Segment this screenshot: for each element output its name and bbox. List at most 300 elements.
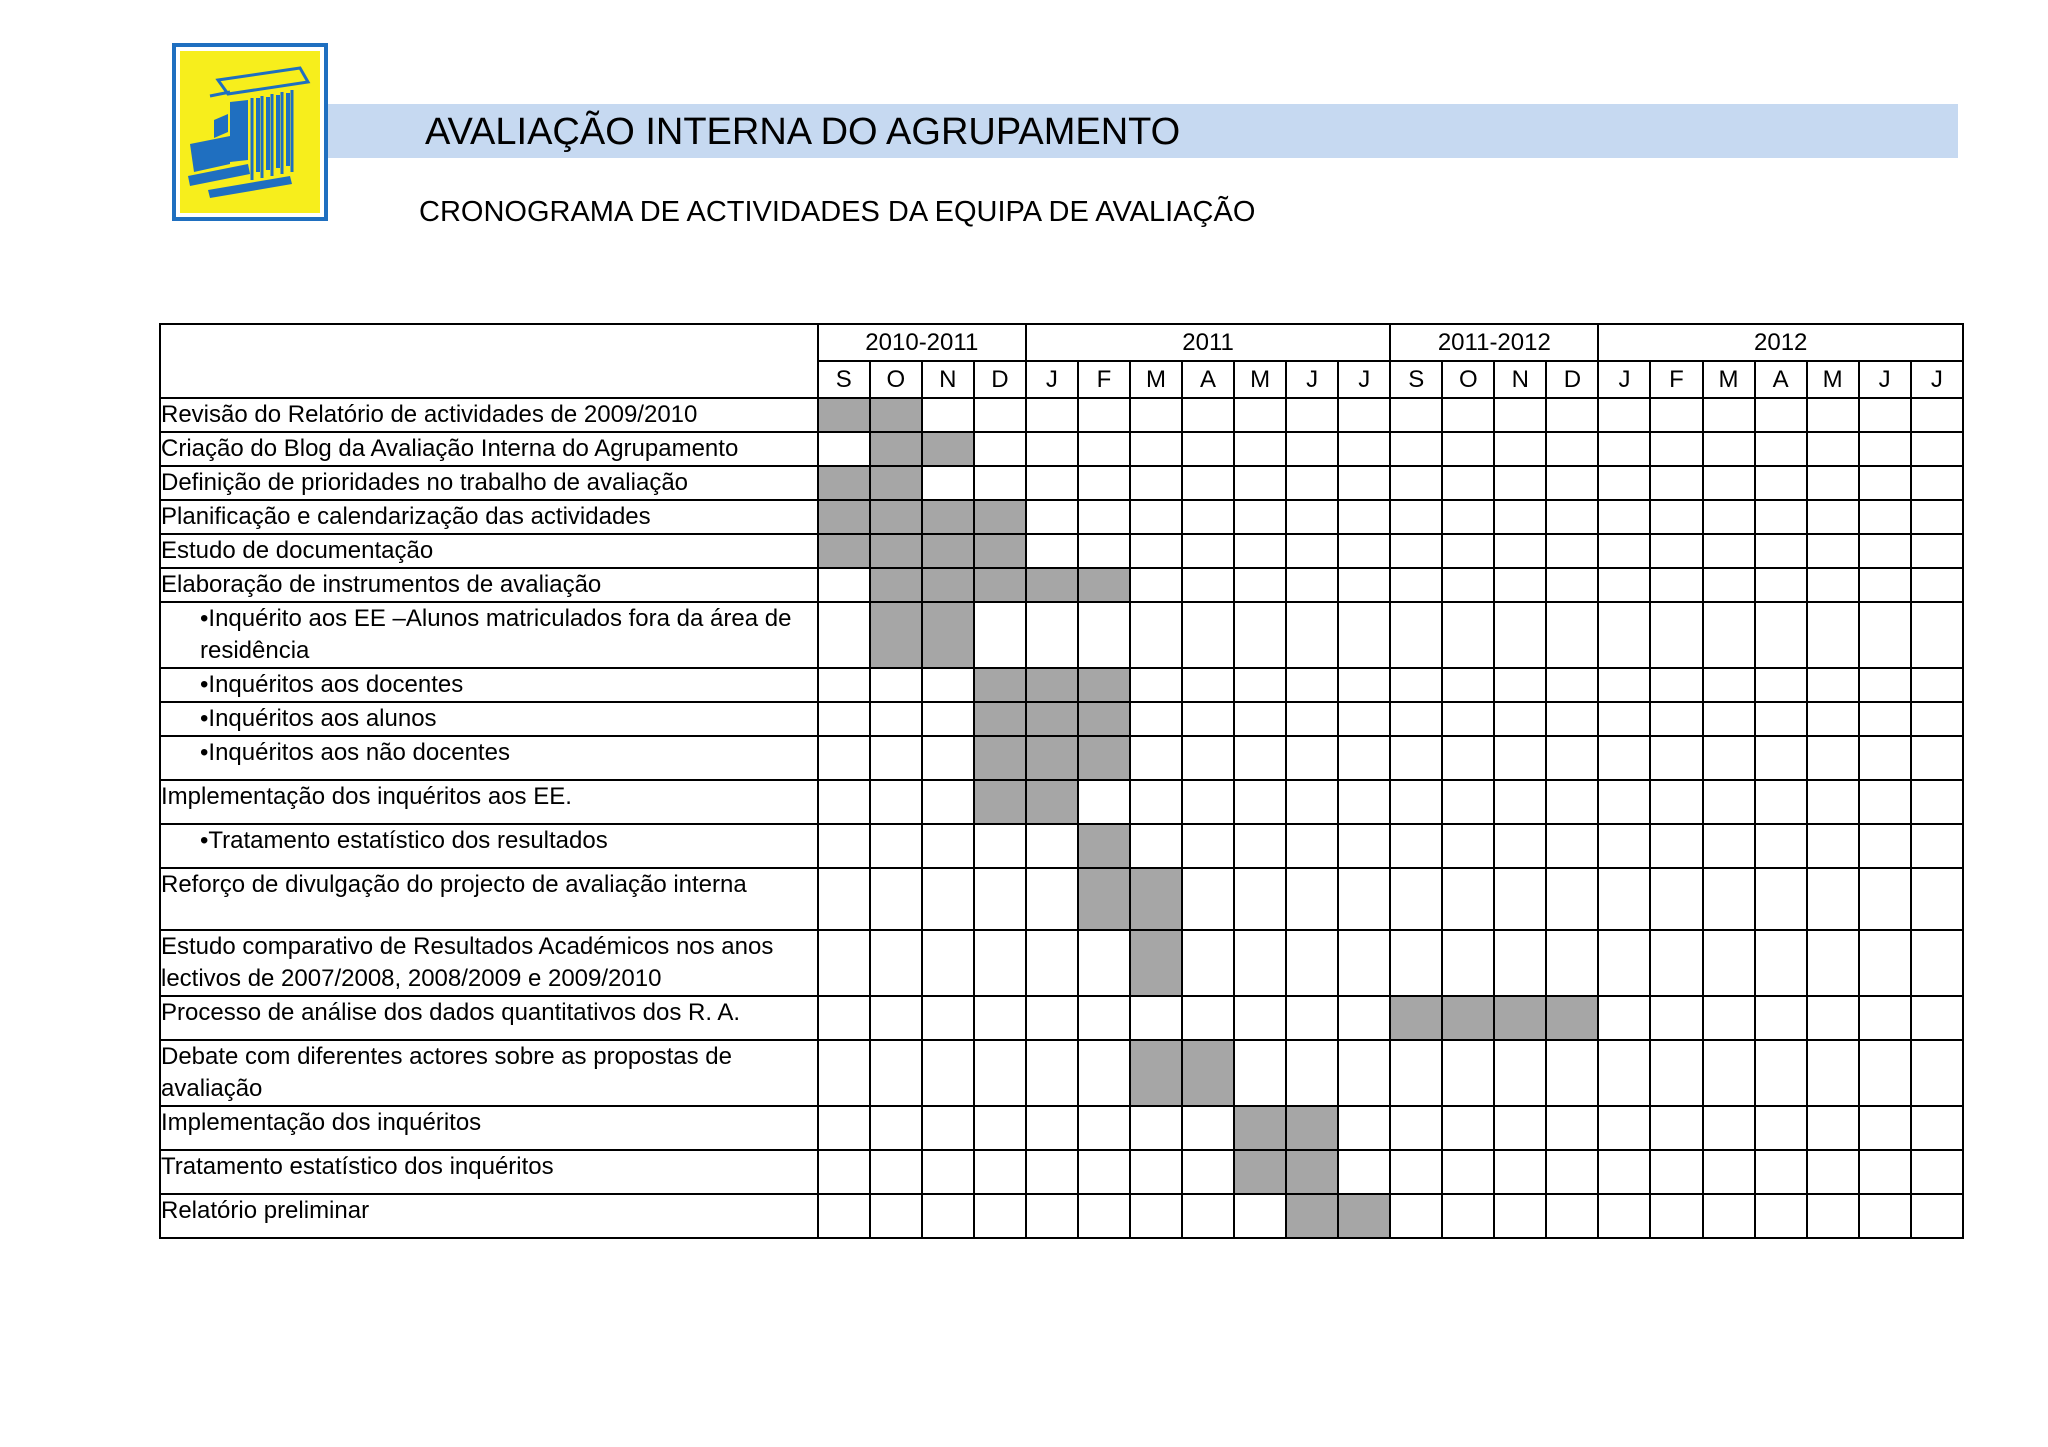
activity-label: Estudo de documentação <box>160 534 818 568</box>
school-logo <box>172 43 328 221</box>
schedule-cell-empty <box>922 868 974 930</box>
schedule-cell-empty <box>1390 702 1442 736</box>
schedule-cell-empty <box>870 1150 922 1194</box>
schedule-cell-empty <box>1494 668 1546 702</box>
schedule-cell-empty <box>1807 1194 1859 1238</box>
schedule-cell-empty <box>1390 736 1442 780</box>
schedule-cell-empty <box>1911 500 1963 534</box>
page-subtitle: CRONOGRAMA DE ACTIVIDADES DA EQUIPA DE AVALIAÇÃO <box>419 196 1256 228</box>
activity-row <box>160 996 1963 1040</box>
schedule-cell-empty <box>922 1194 974 1238</box>
schedule-cell-empty <box>1442 824 1494 868</box>
activity-label: Revisão do Relatório de actividades de 2009/2010 <box>160 398 818 432</box>
schedule-cell-empty <box>1807 930 1859 996</box>
month-header: D <box>974 361 1026 398</box>
schedule-cell-empty <box>1182 868 1234 930</box>
schedule-cell-empty <box>1703 930 1755 996</box>
schedule-cell-empty <box>1859 824 1911 868</box>
schedule-cell-empty <box>1911 1040 1963 1106</box>
schedule-cell-empty <box>1859 568 1911 602</box>
schedule-cell-empty <box>1494 398 1546 432</box>
month-header: J <box>1911 361 1963 398</box>
activity-row <box>160 568 1963 602</box>
schedule-cell-empty <box>1807 780 1859 824</box>
schedule-cell-empty <box>1807 668 1859 702</box>
schedule-cell-empty <box>922 824 974 868</box>
schedule-cell-empty <box>818 930 870 996</box>
schedule-cell-empty <box>1442 398 1494 432</box>
schedule-cell-filled <box>1286 1150 1338 1194</box>
schedule-cell-empty <box>870 1040 922 1106</box>
schedule-cell-empty <box>1078 996 1130 1040</box>
schedule-cell-empty <box>1911 702 1963 736</box>
schedule-cell-empty <box>1807 432 1859 466</box>
schedule-cell-filled <box>922 432 974 466</box>
building-drawing <box>180 51 320 213</box>
schedule-cell-empty <box>1130 568 1182 602</box>
schedule-cell-filled <box>922 568 974 602</box>
schedule-cell-empty <box>1026 1106 1078 1150</box>
schedule-cell-empty <box>1130 824 1182 868</box>
schedule-cell-empty <box>1598 398 1650 432</box>
schedule-cell-empty <box>870 824 922 868</box>
schedule-cell-empty <box>922 780 974 824</box>
schedule-cell-filled <box>922 602 974 668</box>
schedule-cell-empty <box>1442 1040 1494 1106</box>
month-header: M <box>1703 361 1755 398</box>
schedule-cell-empty <box>1546 1194 1598 1238</box>
schedule-cell-empty <box>1911 398 1963 432</box>
month-header: M <box>1130 361 1182 398</box>
schedule-cell-empty <box>1338 824 1390 868</box>
schedule-cell-empty <box>1546 534 1598 568</box>
schedule-cell-empty <box>1234 1194 1286 1238</box>
activity-label: •Tratamento estatístico dos resultados <box>160 824 818 868</box>
schedule-cell-empty <box>1338 668 1390 702</box>
schedule-cell-empty <box>1755 534 1807 568</box>
schedule-cell-empty <box>1859 930 1911 996</box>
month-header: D <box>1546 361 1598 398</box>
schedule-cell-empty <box>1182 1194 1234 1238</box>
activity-row <box>160 780 1963 824</box>
schedule-cell-empty <box>1442 868 1494 930</box>
schedule-cell-empty <box>1859 534 1911 568</box>
schedule-cell-empty <box>1130 702 1182 736</box>
schedule-cell-empty <box>1859 602 1911 668</box>
activity-label: Estudo comparativo de Resultados Académicos nos anos lectivos de 2007/2008, 2008/2009 e 2009/2010 <box>160 930 818 996</box>
month-header: J <box>1859 361 1911 398</box>
schedule-cell-empty <box>1182 534 1234 568</box>
schedule-cell-filled <box>870 534 922 568</box>
schedule-cell-empty <box>870 780 922 824</box>
schedule-cell-empty <box>1234 868 1286 930</box>
schedule-cell-empty <box>870 1194 922 1238</box>
schedule-cell-empty <box>1650 602 1702 668</box>
month-header: O <box>1442 361 1494 398</box>
schedule-cell-empty <box>1755 1106 1807 1150</box>
schedule-cell-empty <box>1338 568 1390 602</box>
activity-label: Processo de análise dos dados quantitativos dos R. A. <box>160 996 818 1040</box>
schedule-cell-empty <box>974 824 1026 868</box>
schedule-cell-empty <box>922 1106 974 1150</box>
activity-row <box>160 702 1963 736</box>
schedule-cell-empty <box>1755 668 1807 702</box>
schedule-cell-empty <box>1755 702 1807 736</box>
schedule-cell-empty <box>1807 602 1859 668</box>
schedule-cell-empty <box>1182 702 1234 736</box>
schedule-cell-empty <box>1703 736 1755 780</box>
activity-row <box>160 602 1963 668</box>
schedule-cell-empty <box>1442 568 1494 602</box>
schedule-cell-empty <box>1755 1040 1807 1106</box>
schedule-cell-empty <box>1598 1150 1650 1194</box>
schedule-cell-filled <box>1078 868 1130 930</box>
schedule-cell-empty <box>1338 780 1390 824</box>
schedule-cell-empty <box>922 398 974 432</box>
activity-row <box>160 398 1963 432</box>
schedule-cell-filled <box>974 736 1026 780</box>
schedule-cell-empty <box>1338 466 1390 500</box>
activity-row <box>160 868 1963 930</box>
activity-row <box>160 1040 1963 1106</box>
schedule-cell-empty <box>1338 398 1390 432</box>
schedule-cell-empty <box>1234 824 1286 868</box>
schedule-cell-empty <box>974 1150 1026 1194</box>
schedule-cell-empty <box>1755 780 1807 824</box>
period-header-row <box>160 324 1963 361</box>
schedule-cell-empty <box>1286 1040 1338 1106</box>
schedule-cell-empty <box>1546 868 1598 930</box>
schedule-cell-empty <box>1755 824 1807 868</box>
schedule-cell-filled <box>1078 568 1130 602</box>
month-header: N <box>922 361 974 398</box>
schedule-cell-empty <box>1390 398 1442 432</box>
schedule-cell-empty <box>1442 736 1494 780</box>
schedule-cell-empty <box>1807 1040 1859 1106</box>
schedule-cell-empty <box>1546 930 1598 996</box>
activity-label: Definição de prioridades no trabalho de avaliação <box>160 466 818 500</box>
schedule-cell-empty <box>870 996 922 1040</box>
schedule-cell-empty <box>1130 466 1182 500</box>
schedule-cell-empty <box>974 432 1026 466</box>
schedule-cell-empty <box>1442 780 1494 824</box>
schedule-cell-empty <box>1078 1194 1130 1238</box>
schedule-cell-empty <box>1078 1150 1130 1194</box>
schedule-cell-filled <box>1390 996 1442 1040</box>
schedule-cell-empty <box>1494 500 1546 534</box>
activity-row <box>160 534 1963 568</box>
schedule-cell-empty <box>922 996 974 1040</box>
schedule-cell-empty <box>1182 432 1234 466</box>
schedule-cell-filled <box>1234 1150 1286 1194</box>
schedule-cell-empty <box>1182 930 1234 996</box>
schedule-cell-empty <box>1338 1106 1390 1150</box>
schedule-cell-filled <box>818 466 870 500</box>
schedule-cell-empty <box>818 432 870 466</box>
schedule-cell-filled <box>974 780 1026 824</box>
schedule-cell-empty <box>1598 930 1650 996</box>
activity-label: Criação do Blog da Avaliação Interna do Agrupamento <box>160 432 818 466</box>
schedule-cell-empty <box>1234 736 1286 780</box>
schedule-cell-empty <box>1807 824 1859 868</box>
schedule-cell-empty <box>1755 930 1807 996</box>
schedule-cell-empty <box>1598 824 1650 868</box>
month-header: A <box>1755 361 1807 398</box>
activity-label: Relatório preliminar <box>160 1194 818 1238</box>
schedule-cell-empty <box>1703 500 1755 534</box>
schedule-cell-empty <box>1911 1150 1963 1194</box>
schedule-cell-empty <box>1390 500 1442 534</box>
schedule-cell-empty <box>1130 1106 1182 1150</box>
schedule-cell-empty <box>1182 466 1234 500</box>
schedule-cell-empty <box>1234 780 1286 824</box>
schedule-cell-empty <box>1078 1106 1130 1150</box>
schedule-cell-empty <box>974 602 1026 668</box>
schedule-cell-empty <box>1390 668 1442 702</box>
schedule-cell-empty <box>1286 780 1338 824</box>
schedule-cell-empty <box>1703 668 1755 702</box>
activity-row <box>160 824 1963 868</box>
schedule-cell-empty <box>1859 1040 1911 1106</box>
schedule-cell-empty <box>818 668 870 702</box>
schedule-cell-filled <box>870 398 922 432</box>
schedule-cell-empty <box>1234 702 1286 736</box>
schedule-cell-empty <box>922 466 974 500</box>
schedule-cell-filled <box>1442 996 1494 1040</box>
schedule-cell-empty <box>1234 500 1286 534</box>
schedule-cell-empty <box>1130 668 1182 702</box>
schedule-cell-empty <box>1598 466 1650 500</box>
schedule-cell-empty <box>1130 534 1182 568</box>
schedule-cell-empty <box>1807 534 1859 568</box>
schedule-cell-empty <box>1703 1106 1755 1150</box>
month-header: J <box>1026 361 1078 398</box>
schedule-cell-empty <box>1494 930 1546 996</box>
schedule-cell-empty <box>1494 466 1546 500</box>
schedule-cell-empty <box>1755 1150 1807 1194</box>
schedule-cell-empty <box>818 736 870 780</box>
activity-row <box>160 432 1963 466</box>
schedule-cell-empty <box>1130 1194 1182 1238</box>
schedule-cell-empty <box>1234 1040 1286 1106</box>
schedule-cell-empty <box>1755 466 1807 500</box>
schedule-cell-empty <box>1703 568 1755 602</box>
schedule-cell-empty <box>974 1106 1026 1150</box>
schedule-cell-empty <box>1807 398 1859 432</box>
schedule-cell-empty <box>1338 868 1390 930</box>
schedule-cell-empty <box>1755 602 1807 668</box>
schedule-cell-empty <box>1546 398 1598 432</box>
schedule-cell-empty <box>1859 1150 1911 1194</box>
schedule-cell-empty <box>818 702 870 736</box>
schedule-cell-empty <box>870 868 922 930</box>
schedule-cell-empty <box>1286 930 1338 996</box>
schedule-cell-empty <box>1494 1106 1546 1150</box>
schedule-cell-empty <box>974 1040 1026 1106</box>
schedule-cell-empty <box>1390 780 1442 824</box>
schedule-cell-empty <box>1078 432 1130 466</box>
schedule-cell-empty <box>1703 702 1755 736</box>
schedule-cell-empty <box>1130 996 1182 1040</box>
schedule-cell-empty <box>1494 1040 1546 1106</box>
month-header: O <box>870 361 922 398</box>
schedule-cell-empty <box>1182 824 1234 868</box>
activity-label: •Inquérito aos EE –Alunos matriculados fora da área de residência <box>160 602 818 668</box>
schedule-cell-empty <box>1338 702 1390 736</box>
schedule-cell-empty <box>818 1040 870 1106</box>
schedule-cell-empty <box>1390 930 1442 996</box>
schedule-cell-filled <box>818 500 870 534</box>
schedule-cell-empty <box>1286 568 1338 602</box>
month-header: A <box>1182 361 1234 398</box>
schedule-cell-empty <box>1234 568 1286 602</box>
schedule-cell-empty <box>1546 668 1598 702</box>
schedule-cell-empty <box>1650 466 1702 500</box>
schedule-cell-filled <box>922 534 974 568</box>
schedule-cell-empty <box>1755 398 1807 432</box>
schedule-cell-empty <box>1911 930 1963 996</box>
schedule-cell-empty <box>818 868 870 930</box>
activity-label: Debate com diferentes actores sobre as propostas de avaliação <box>160 1040 818 1106</box>
schedule-cell-empty <box>1598 1040 1650 1106</box>
schedule-cell-empty <box>818 780 870 824</box>
schedule-cell-empty <box>1442 602 1494 668</box>
schedule-cell-empty <box>1286 432 1338 466</box>
schedule-cell-empty <box>1026 1150 1078 1194</box>
schedule-cell-empty <box>1911 568 1963 602</box>
activity-label: Implementação dos inquéritos <box>160 1106 818 1150</box>
schedule-cell-empty <box>1755 1194 1807 1238</box>
schedule-cell-empty <box>1755 500 1807 534</box>
schedule-cell-empty <box>818 1150 870 1194</box>
schedule-cell-filled <box>1078 668 1130 702</box>
schedule-cell-empty <box>922 1150 974 1194</box>
schedule-cell-empty <box>974 996 1026 1040</box>
activity-label: •Inquéritos aos não docentes <box>160 736 818 780</box>
schedule-cell-empty <box>1182 602 1234 668</box>
activity-label: Implementação dos inquéritos aos EE. <box>160 780 818 824</box>
schedule-cell-empty <box>1807 736 1859 780</box>
schedule-cell-empty <box>1078 466 1130 500</box>
schedule-cell-empty <box>1807 868 1859 930</box>
schedule-cell-empty <box>1650 398 1702 432</box>
schedule-cell-empty <box>1911 534 1963 568</box>
schedule-cell-empty <box>1442 534 1494 568</box>
schedule-cell-empty <box>1598 534 1650 568</box>
schedule-cell-empty <box>1911 668 1963 702</box>
schedule-cell-empty <box>1130 398 1182 432</box>
schedule-cell-empty <box>922 930 974 996</box>
schedule-cell-empty <box>1182 1106 1234 1150</box>
schedule-cell-empty <box>1650 930 1702 996</box>
schedule-cell-empty <box>1078 500 1130 534</box>
schedule-cell-filled <box>1078 736 1130 780</box>
schedule-cell-empty <box>1442 466 1494 500</box>
schedule-cell-empty <box>1911 602 1963 668</box>
schedule-cell-empty <box>1650 534 1702 568</box>
period-header: 2011-2012 <box>1390 324 1598 361</box>
schedule-cell-empty <box>1755 996 1807 1040</box>
schedule-cell-empty <box>1546 466 1598 500</box>
schedule-cell-empty <box>1078 398 1130 432</box>
schedule-cell-empty <box>1442 668 1494 702</box>
schedule-cell-empty <box>1338 432 1390 466</box>
schedule-cell-empty <box>1026 466 1078 500</box>
schedule-cell-empty <box>1703 432 1755 466</box>
schedule-cell-empty <box>1026 824 1078 868</box>
schedule-cell-empty <box>1703 466 1755 500</box>
schedule-cell-empty <box>1182 780 1234 824</box>
activity-row <box>160 466 1963 500</box>
schedule-cell-filled <box>1494 996 1546 1040</box>
schedule-cell-empty <box>1442 432 1494 466</box>
schedule-cell-empty <box>1911 736 1963 780</box>
schedule-cell-empty <box>974 1194 1026 1238</box>
schedule-cell-empty <box>1911 824 1963 868</box>
schedule-cell-empty <box>1286 466 1338 500</box>
activity-label: Reforço de divulgação do projecto de avaliação interna <box>160 868 818 930</box>
schedule-cell-empty <box>1911 996 1963 1040</box>
month-header: F <box>1078 361 1130 398</box>
schedule-cell-filled <box>1130 868 1182 930</box>
schedule-cell-empty <box>818 1106 870 1150</box>
schedule-cell-empty <box>1650 1040 1702 1106</box>
schedule-cell-empty <box>1026 868 1078 930</box>
schedule-cell-empty <box>1026 534 1078 568</box>
schedule-cell-empty <box>1390 1194 1442 1238</box>
schedule-cell-empty <box>1703 602 1755 668</box>
schedule-cell-empty <box>1911 868 1963 930</box>
schedule-cell-empty <box>1703 1040 1755 1106</box>
schedule-cell-empty <box>1026 996 1078 1040</box>
schedule-cell-filled <box>818 534 870 568</box>
schedule-cell-empty <box>974 868 1026 930</box>
month-header: F <box>1650 361 1702 398</box>
schedule-cell-filled <box>1026 668 1078 702</box>
schedule-cell-empty <box>1650 736 1702 780</box>
schedule-cell-empty <box>1442 1150 1494 1194</box>
schedule-cell-empty <box>1286 500 1338 534</box>
schedule-cell-empty <box>1703 398 1755 432</box>
schedule-cell-filled <box>1078 824 1130 868</box>
schedule-cell-empty <box>1130 500 1182 534</box>
schedule-cell-empty <box>1546 780 1598 824</box>
schedule-cell-empty <box>922 668 974 702</box>
schedule-cell-empty <box>1703 824 1755 868</box>
activity-label: Elaboração de instrumentos de avaliação <box>160 568 818 602</box>
schedule-cell-empty <box>1703 1150 1755 1194</box>
schedule-cell-empty <box>1494 534 1546 568</box>
schedule-cell-filled <box>974 702 1026 736</box>
schedule-cell-empty <box>1494 736 1546 780</box>
schedule-cell-empty <box>1286 868 1338 930</box>
schedule-cell-empty <box>1546 500 1598 534</box>
schedule-cell-empty <box>1755 432 1807 466</box>
schedule-cell-empty <box>1859 500 1911 534</box>
schedule-cell-empty <box>1286 668 1338 702</box>
schedule-cell-empty <box>1494 824 1546 868</box>
schedule-cell-empty <box>1390 824 1442 868</box>
schedule-cell-empty <box>1650 1194 1702 1238</box>
schedule-cell-empty <box>1078 534 1130 568</box>
month-header: J <box>1598 361 1650 398</box>
school-building-logo-icon <box>180 51 320 213</box>
schedule-cell-empty <box>1807 702 1859 736</box>
schedule-cell-empty <box>1390 432 1442 466</box>
schedule-cell-empty <box>818 996 870 1040</box>
schedule-cell-empty <box>1078 780 1130 824</box>
schedule-cell-filled <box>1026 568 1078 602</box>
